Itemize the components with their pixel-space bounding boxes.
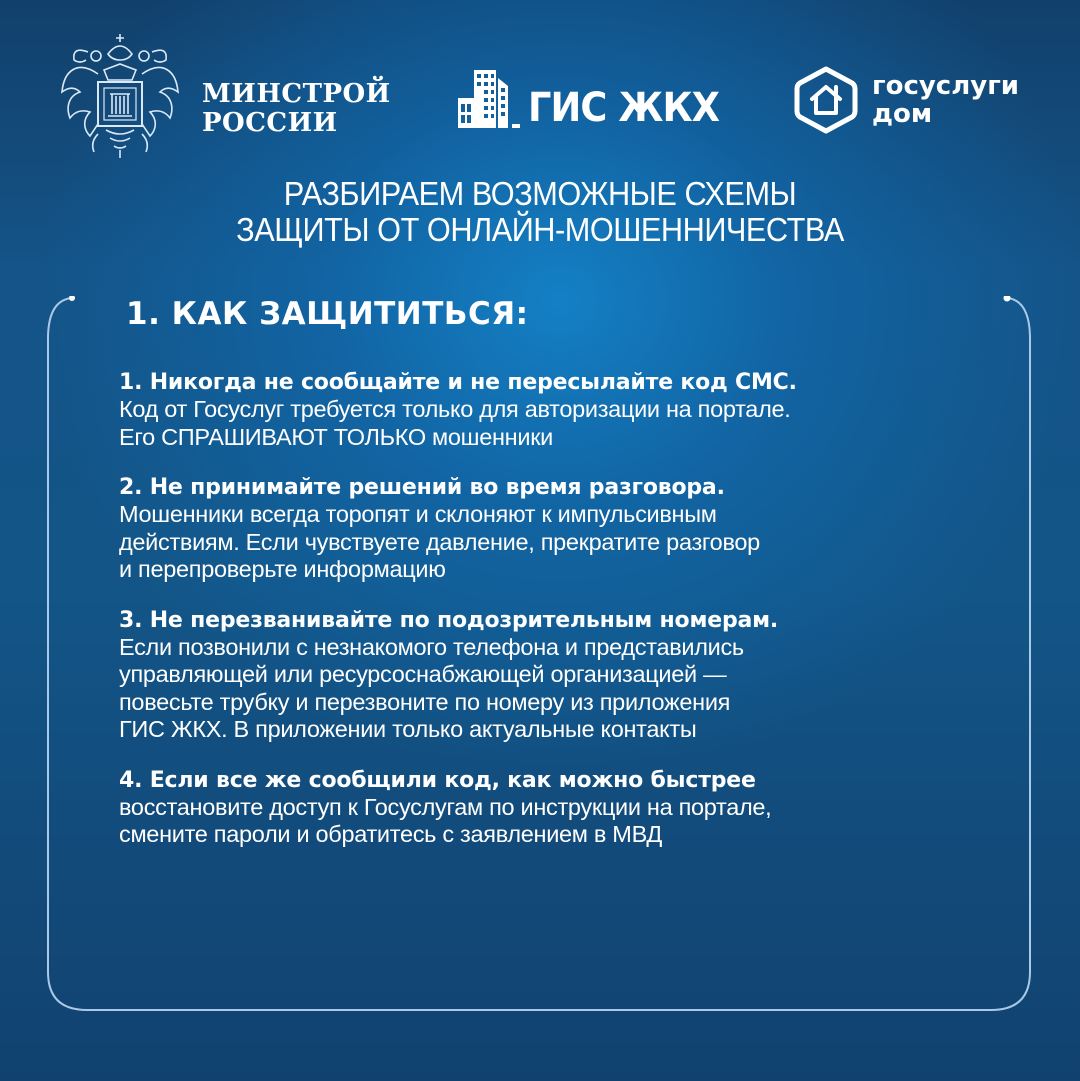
tip-title: 1. Никогда не сообщайте и не пересылайте код СМС. bbox=[119, 370, 797, 395]
tip-line: и перепроверьте информацию bbox=[119, 556, 446, 582]
list-item bbox=[119, 768, 979, 849]
tip-body bbox=[119, 634, 979, 744]
tips-list bbox=[119, 370, 979, 873]
gosuslugi-dom-label bbox=[872, 72, 1019, 128]
ministry-line2: РОССИИ bbox=[202, 108, 338, 138]
tip-line: ГИС ЖКХ. В приложении только актуальные контакты bbox=[119, 716, 697, 742]
list-item bbox=[119, 370, 979, 451]
tip-line: повесьте трубку и перезвоните по номеру из приложения bbox=[119, 688, 731, 715]
tip-title: 3. Не перезванивайте по подозрительным номерам. bbox=[119, 607, 779, 633]
tip-body bbox=[119, 501, 979, 584]
tip-line: управляющей или ресурсоснабжающей организацией — bbox=[119, 661, 727, 687]
ministry-name bbox=[202, 80, 391, 138]
tip-line: Если позвонили с незнакомого телефона и представились bbox=[119, 633, 744, 660]
tip-body bbox=[119, 396, 979, 451]
buildings-icon bbox=[458, 68, 524, 130]
tip-line: Его СПРАШИВАЮТ ТОЛЬКО мошенники bbox=[119, 423, 553, 450]
gosuslugi-dom-logo bbox=[794, 65, 1019, 135]
coat-of-arms-icon bbox=[58, 30, 182, 162]
subtitle-line2: ЗАЩИТЫ ОТ ОНЛАЙН-МОШЕННИЧЕСТВА bbox=[236, 211, 844, 248]
list-item bbox=[119, 608, 979, 744]
tip-body bbox=[119, 794, 979, 849]
subtitle-line1: РАЗБИРАЕМ ВОЗМОЖНЫЕ СХЕМЫ bbox=[283, 175, 797, 212]
page-subtitle bbox=[38, 176, 1042, 248]
gosuslugi-line1: госуслуги bbox=[872, 71, 1020, 101]
tip-line: Мошенники всегда торопят и склоняют к импульсивным bbox=[119, 501, 717, 527]
house-hexagon-icon bbox=[794, 65, 858, 135]
tip-title: 2. Не принимайте решений во время разговора. bbox=[119, 475, 725, 500]
gis-zhkh-label: ГИС ЖКХ bbox=[528, 85, 720, 131]
gosuslugi-line2: дом bbox=[872, 99, 933, 129]
section-title: 1. КАК ЗАЩИТИТЬСЯ: bbox=[126, 296, 529, 332]
tip-line: действиям. Если чувствуете давление, прекратите разговор bbox=[119, 528, 760, 555]
list-item bbox=[119, 475, 979, 584]
tip-title: 4. Если все же сообщили код, как можно быстрее bbox=[119, 767, 756, 793]
tip-line: восстановите доступ к Госуслугам по инструкции на портале, bbox=[119, 793, 772, 820]
tip-line: смените пароли и обратитесь с заявлением в МВД bbox=[119, 821, 663, 847]
tip-line: Код от Госуслуг требуется только для авторизации на портале. bbox=[119, 396, 791, 422]
header bbox=[0, 0, 1080, 170]
gis-zhkh-logo bbox=[458, 68, 736, 130]
ministry-line1: МИНСТРОЙ bbox=[202, 79, 391, 109]
